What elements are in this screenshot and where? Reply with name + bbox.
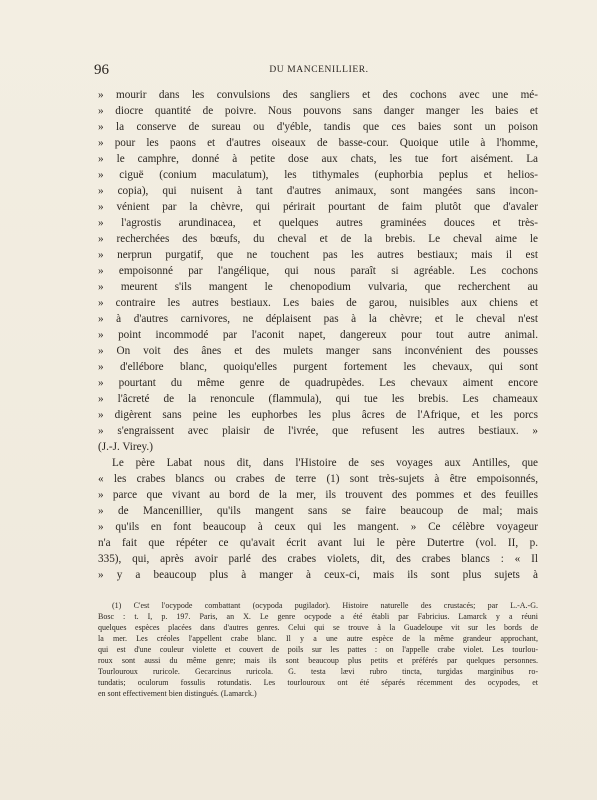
text-line: Le père Labat nous dit, dans l'Histoire de ses voyages aux Antilles, que	[112, 457, 538, 469]
text-line: » l'âcreté de la renoncule (flammula), qui tue les brebis. Les chameaux	[98, 393, 538, 405]
text-line: » d'ellébore blanc, quoiqu'elles purgent fortement les chevaux, qui sont	[98, 361, 538, 373]
text-line: » s'engraissent avec plaisir de l'ivrée, que refusent les autres bestiaux. »	[98, 425, 538, 437]
text-line: » pourtant du même genre de quadrupèdes. Les chevaux aiment encore	[98, 377, 538, 389]
running-head: DU MANCENILLIER.	[269, 65, 369, 75]
text-line: » nerprun purgatif, que ne touchent pas les autres bestiaux; mais il est	[98, 249, 538, 261]
text-line: » contraire les autres bestiaux. Les baies de garou, nuisibles aux chiens et	[98, 297, 538, 309]
text-line: 335), qui, après avoir parlé des crabes violets, dit, des crabes blancs : « Il	[98, 553, 538, 565]
text-line: « les crabes blancs ou crabes de terre (1) sont très-sujets à être empoisonnés,	[98, 473, 538, 485]
text-line: » mourir dans les convulsions des sangliers et des cochons avec une mé-	[98, 89, 538, 101]
footnote-line: Bosc : t. I, p. 197. Paris, an X. Le genre ocypode a été établi par Fabricius. Lamarck y a réuni	[98, 612, 538, 621]
text-line: » empoisonné par l'angélique, qui nous paraît si agréable. Les cochons	[98, 265, 538, 277]
text-line: n'a fait que répéter ce qu'avait écrit avant lui le père Dutertre (vol. II, p.	[98, 537, 538, 549]
footnote	[98, 600, 538, 699]
text-line: » digèrent sans peine les euphorbes les plus âcres de l'Afrique, et les porcs	[98, 409, 538, 421]
text-line: » y a beaucoup plus à manger à ceux-ci, mais ils sont plus sujets à	[98, 569, 538, 581]
footnote-line: roux sont aussi du même genre; mais ils sont beaucoup plus petits et préférés par quelques personnes.	[98, 656, 538, 665]
text-line: » meurent s'ils mangent le chenopodium vulvaria, que recherchent au	[98, 281, 538, 293]
text-line: » ciguë (conium maculatum), les tithymales (euphorbia peplus et helios-	[98, 169, 538, 181]
text-line: » pour les paons et d'autres oiseaux de basse-cour. Quoique utile à l'homme,	[98, 137, 538, 149]
text-line: » à d'autres carnivores, ne déplaisent pas à la chèvre; et le cheval n'est	[98, 313, 538, 325]
footnote-line: en sont effectivement bien distingués. (Lamarck.)	[98, 689, 257, 698]
text-line: (J.-J. Virey.)	[98, 441, 153, 453]
body-text	[98, 87, 538, 583]
text-line: » le camphre, donné à petite dose aux chats, les tue fort aisément. La	[98, 153, 538, 165]
text-line: » recherchées des bœufs, du cheval et de la brebis. Le cheval aime le	[98, 233, 538, 245]
footnote-line: la mer. Les créoles l'appellent crabe blanc. Il y a une autre espèce de la même grandeur approchant,	[98, 634, 538, 643]
text-line: » la conserve de sureau ou d'yéble, tandis que ces baies sont un poison	[98, 121, 538, 133]
text-line: » diocre quantité de poivre. Nous pouvons sans danger manger les baies et	[98, 105, 538, 117]
footnote-line: quelques espèces placées dans d'autres genres. Celui qui se trouve à la Guadeloupe vit sur les bords de	[98, 623, 538, 632]
text-line: » copia), qui nuisent à tant d'autres animaux, sont mangées sans incon-	[98, 185, 538, 197]
page-header	[94, 62, 544, 82]
footnote-line: tundatis; oculorum fossulis rotundatis. Les tourlouroux ont été séparés récemment des ocypodes, et	[98, 678, 538, 687]
text-line: » On voit des ânes et des mulets manger sans inconvénient des pousses	[98, 345, 538, 357]
text-line: » vénient par la chèvre, qui périrait pourtant de faim plutôt que d'avaler	[98, 201, 538, 213]
text-line: » de Mancenillier, qu'ils mangent sans se faire beaucoup de mal; mais	[98, 505, 538, 517]
text-line: » l'agrostis arundinacea, et quelques autres graminées douces et très-	[98, 217, 538, 229]
footnote-line: (1) C'est l'ocypode combattant (ocypoda pugilador). Histoire naturelle des crustacés; par L.-A.-G.	[112, 601, 538, 610]
text-line: » parce que vivant au bord de la mer, ils trouvent des pommes et des feuilles	[98, 489, 538, 501]
text-line: » qu'ils en font beaucoup à ceux qui les mangent. » Ce célèbre voyageur	[98, 521, 538, 533]
text-line: » point incommodé par l'aconit napet, dangereux pour tout autre animal.	[98, 329, 538, 341]
footnote-line: qui est d'une couleur violette et couvert de poils sur les pattes : on l'appelle crabe violet. Les tourlou-	[98, 645, 538, 654]
footnote-line: Tourlouroux ruricole. Gecarcinus ruricola. G. testa lævi rubro tincta, turgidas marginibus ro-	[98, 667, 538, 676]
page-number: 96	[94, 62, 109, 78]
